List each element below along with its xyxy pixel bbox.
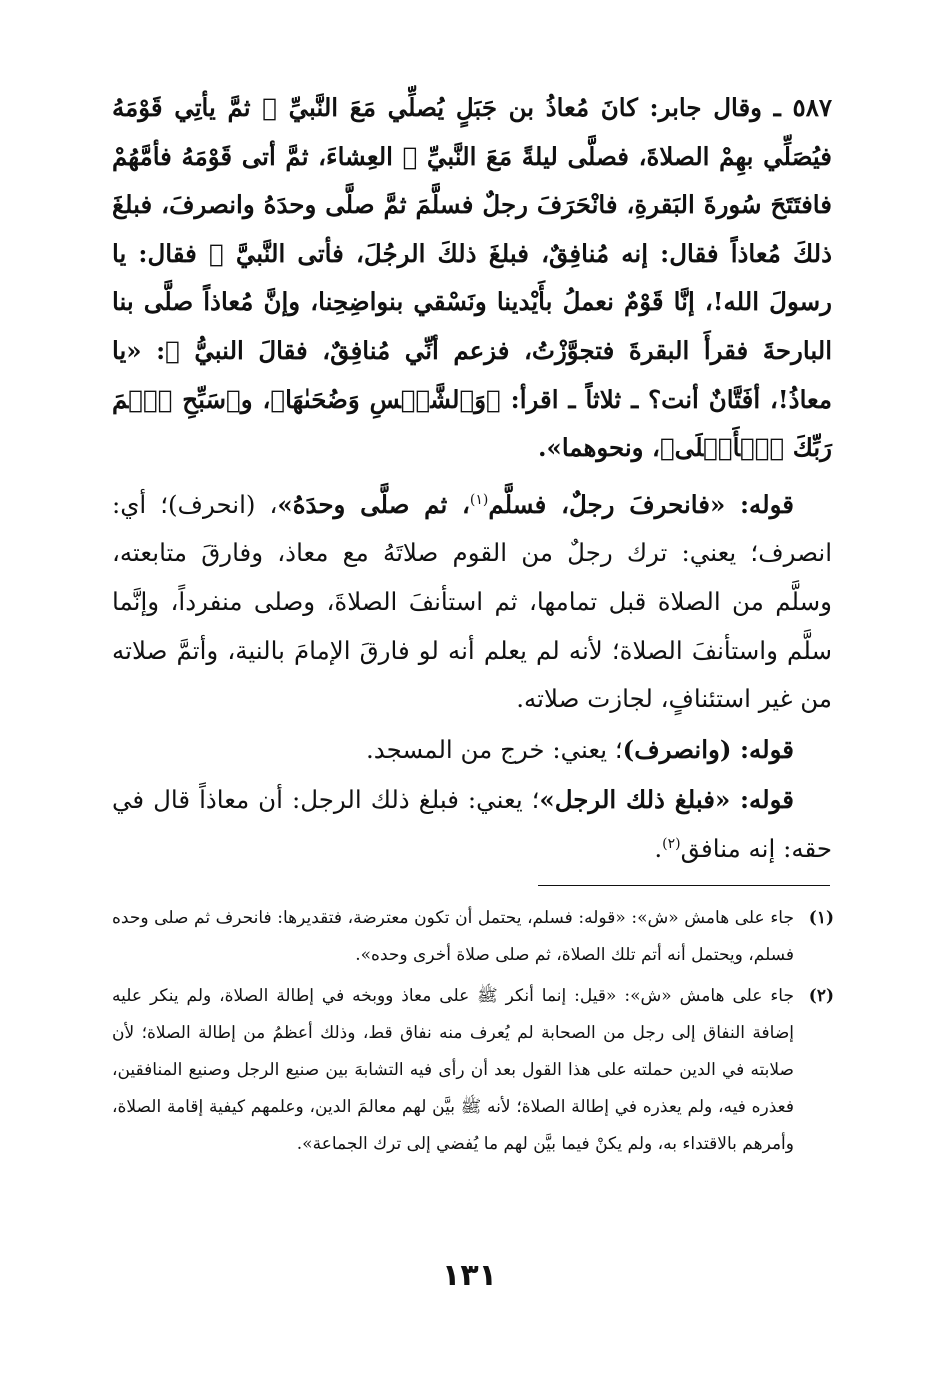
commentary-paragraph-2 [112,726,832,775]
commentary-lead: قوله: [730,785,795,815]
commentary-paragraph-1 [112,481,832,724]
footnote-number: (١) [808,908,834,928]
commentary-quote: «فانحرفَ رجلٌ، فسلَّم [488,489,726,519]
footnotes [112,900,834,1167]
commentary-lead: قوله: [725,489,794,519]
page-number: ١٣١ [442,1258,497,1293]
commentary-end: . [654,833,663,863]
footnote-number: (٢) [808,986,834,1006]
commentary-text: ؛ يعني: خرج من المسجد. [365,734,623,764]
hadith-paragraph [112,84,832,473]
commentary-text: ، (انحرف)؛ أي: انصرف؛ يعني: ترك رجلٌ من القوم صلاتَهُ مع معاذ، وفارقَ متابعته، وسلَّم من الصلاة قبل تمامها، ثم استأنفَ الصلاةَ، وصلى منفرداً، وإنَّما سلَّم واستأنفَ الصلاة؛ لأنه لم يعلم أنه لو فارقَ الإمامَ بالنية، وأتمَّ صلاته من غير استئنافٍ، لجازت صلاته. [112,489,832,714]
footnote-text: جاء على هامش «ش»: «قيل: إنما أنكر ﷺ على معاذ ووبخه في إطالة الصلاة، ولم ينكر عليه إضافة النفاق إلى رجل من الصحابة لم يُعرف منه نفاق قط، وذلك أعظمُ من إطالة الصلاة؛ لأن صلابته في الدين حملته على هذا القول بعد أن رأى فيه التشابهَ بين صنيع الرجل وصنيع المنافقين، فعذره فيه، ولم يعذره في إطالة الصلاة؛ لأنه ﷺ بيَّن لهم معالمَ الدين، وعلمهم كيفية إقامة الصلاة، وأمرهم بالاقتداء به، ولم يكنْ فيما بيَّن لهم ما يُفضي إلى ترك الجماعة». [112,986,794,1154]
footnote-ref-2: (٢) [662,835,681,852]
commentary-lead: قوله: [731,734,794,764]
commentary-paragraph-3 [112,776,832,873]
commentary-text: ؛ يعني: فبلغ ذلك الرجل: أن معاذاً قال في حقه: إنه منافق [112,785,832,863]
commentary-quote: (وانصرف) [622,734,732,764]
footnote-1 [112,900,834,974]
footnote-ref-1: (١) [469,491,489,508]
commentary-quote-tail: ، ثم صلَّى وحدَهُ» [277,489,470,519]
hadith-number: ٥٨٧ [792,93,833,122]
footnote-divider [538,885,830,886]
commentary-quote: «فبلغ ذلك الرجل» [539,785,731,815]
main-text [112,84,832,874]
hadith-text: ـ وقال جابر: كانَ مُعاذُ بن جَبَلٍ يُصلِّي مَعَ النَّبيِّ ﷺ ثمَّ يأتِي قَوْمَهُ فيُصَلِّي بهِمْ الصلاةَ، فصلَّى ليلةً مَعَ النَّبيِّ ﷺ العِشاءَ، ثمَّ أتى قَوْمَهُ فأمَّهُمْ فافتَتَحَ سُورةَ البَقرةِ، فانْحَرَفَ رجلٌ فسلَّمَ ثمَّ صلَّى وحدَهُ وانصرفَ، فبلغَ ذلكَ مُعاذاً فقال: إنه مُنافِقٌ، فبلغَ ذلكَ الرجُلَ، فأتى النَّبيَّ ﷺ فقال: يا رسولَ الله!، إنَّا قَوْمٌ نعملُ بأَيْدينا ونَسْقي بنواضِحِنا، وإنَّ مُعاذاً صلَّى بنا البارحةَ فقرأَ البقرةَ فتجوَّزْتُ، فزعم أنِّي مُنافِقٌ، فقالَ النبيُّ ﷺ: «يا معاذُ!، أفَتَّانٌ أنت؟ ـ ثلاثاً ـ اقرأ: ﴿وَٱلشَّمۡسِ وَضُحَىٰهَا﴾، و﴿سَبِّحِ ٱسۡمَ رَبِّكَ ٱلۡأَعۡلَى﴾، ونحوهما». [112,93,832,463]
footnote-2 [112,978,834,1163]
footnote-text: جاء على هامش «ش»: «قوله: فسلم، يحتمل أن تكون معترضة، فتقديرها: فانحرف ثم صلى وحده فسلم، ويحتمل أنه أتم تلك الصلاة، ثم صلى صلاة أخرى وحده». [112,908,794,965]
